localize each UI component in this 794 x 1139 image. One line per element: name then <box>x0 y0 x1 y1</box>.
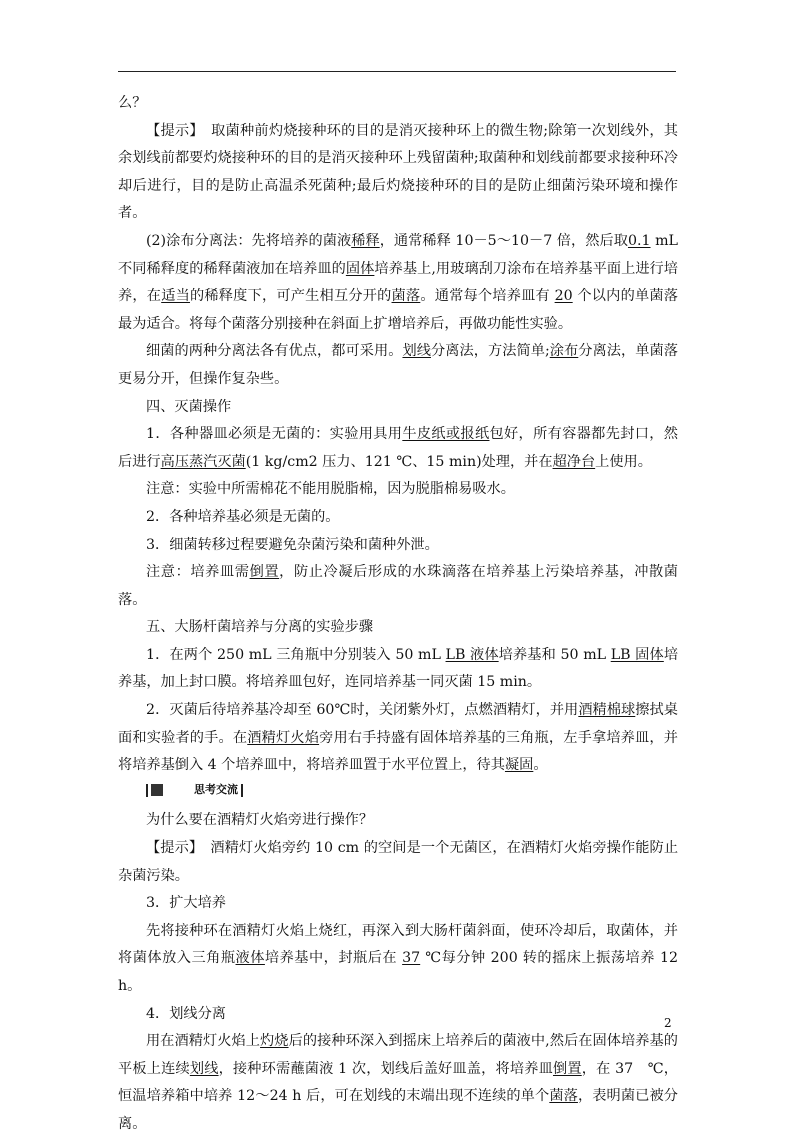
sterilization-item-3: 3．细菌转移过程要避免杂菌污染和菌种外泄。 <box>146 536 439 553</box>
think-tag-line <box>118 780 678 808</box>
hint-tag: 【提示】 <box>146 122 197 139</box>
hint-paragraph: 【提示】 取菌种前灼烧接种环的目的是消灭接种环上的微生物;除第一次划线外，其余划线前都要灼烧接种环的目的是消灭接种环上残留菌种;取菌种和划线前都要求接种环冷却后进行，目的是防止高温杀死菌种;最后灼烧接种环的目的是防止细菌污染环境和操作者。 <box>118 122 678 222</box>
question-icon: ? <box>151 784 163 796</box>
step-heading-expand-culture: 3．扩大培养 <box>146 895 226 912</box>
ecoli-step-2: 2．灭菌后待培养基冷却至 60℃时，关闭紫外灯，点燃酒精灯，并用酒精棉球擦拭桌面和实验者的手。在酒精灯火焰旁用右手持盛有固体培养基的三角瓶，左手拿培养皿，并将培养基倒入 4 个培养皿中，将培养皿置于水平位置上，待其凝固。 <box>118 702 678 774</box>
ecoli-step-1: 1．在两个 250 mL 三角瓶中分别装入 50 mL LB 液体培养基和 50 mL LB 固体培养基，加上封口膜。将培养皿包好，连同培养基一同灭菌 15 min。 <box>118 646 679 691</box>
methods-comparison-paragraph: 细菌的两种分离法各有优点，都可采用。划线分离法，方法简单;涂布分离法，单菌落更易分开，但操作复杂些。 <box>118 343 678 387</box>
sterilization-item-1: 1．各种器皿必须是无菌的：实验用具用牛皮纸或报纸包好，所有容器都先封口，然后进行高压蒸汽灭菌(1 kg/cm2 压力、121 ℃、15 min)处理，并在超净台上使用。 <box>118 426 678 470</box>
paragraph-continuation: 么？ <box>118 95 147 111</box>
spread-plate-paragraph: (2)涂布分离法：先将培养的菌液稀释，通常稀释 10－5～10－7 倍，然后取0.1 mL 不同稀释度的稀释菌液加在培养皿的固体培养基上,用玻璃刮刀涂布在培养基平面上进行培养，在适当的稀释度下，可产生相互分开的菌落。通常每个培养皿有 20 个以内的单菌落最为适合。将每个菌落分别接种在斜面上扩增培养后，再做功能性实验。 <box>118 232 678 332</box>
think-question: 为什么要在酒精灯火焰旁进行操作？ <box>146 812 374 829</box>
sterilization-item-2: 2．各种培养基必须是无菌的。 <box>146 508 340 525</box>
note-cotton: 注意：实验中所需棉花不能用脱脂棉，因为脱脂棉易吸水。 <box>146 481 515 498</box>
note-plate-inverted: 注意：培养皿需倒置，防止冷凝后形成的水珠滴落在培养基上污染培养基，冲散菌落。 <box>118 564 678 608</box>
think-exchange-tag: ? 思考交流 <box>146 783 243 797</box>
hint-paragraph-2: 【提示】 酒精灯火焰旁约 10 cm 的空间是一个无菌区，在酒精灯火焰旁操作能防止杂菌污染。 <box>118 840 679 884</box>
hint-tag: 【提示】 <box>146 840 197 857</box>
section-heading-ecoli: 五、大肠杆菌培养与分离的实验步骤 <box>146 619 374 636</box>
expand-culture-paragraph: 先将接种环在酒精灯火焰上烧红，再深入到大肠杆菌斜面，使环冷却后，取菌体，并将菌体放入三角瓶液体培养基中，封瓶后在 37 ℃每分钟 200 转的摇床上振荡培养 12 h。 <box>118 922 678 994</box>
page-number: 2 <box>664 1016 672 1030</box>
section-heading-sterilization: 四、灭菌操作 <box>146 398 232 415</box>
document-body <box>118 90 678 1139</box>
step-heading-streak: 4．划线分离 <box>146 1005 226 1022</box>
header-rule <box>118 71 676 72</box>
streak-paragraph: 用在酒精灯火焰上灼烧后的接种环深入到摇床上培养后的菌液中,然后在固体培养基的平板上连续划线，接种环需蘸菌液 1 次，划线后盖好皿盖，将培养皿倒置，在 37 ℃，恒温培养箱中培养 12～24 h 后，可在划线的末端出现不连续的单个菌落，表明菌已被分离。 <box>118 1033 678 1132</box>
